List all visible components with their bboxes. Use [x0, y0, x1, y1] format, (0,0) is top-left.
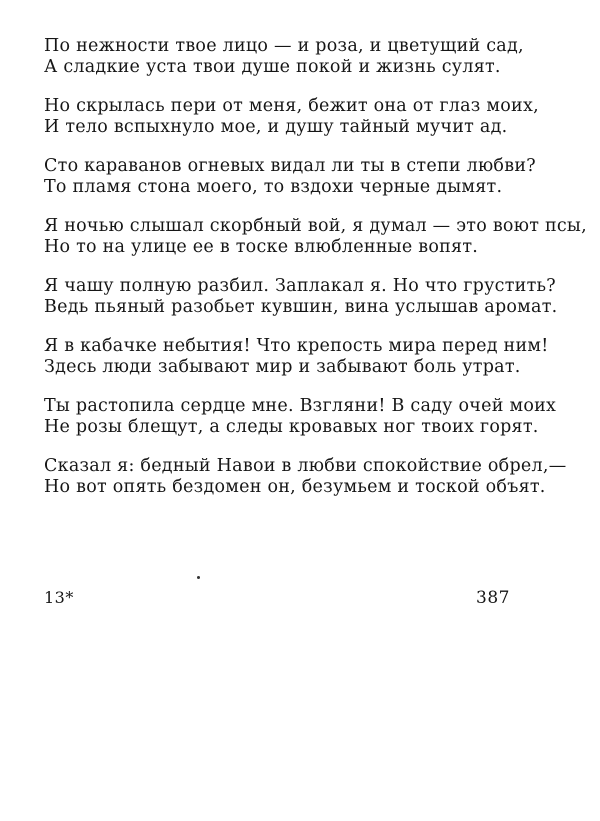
stanza	[44, 96, 564, 138]
stanza	[44, 456, 567, 498]
page-number: 387	[476, 588, 510, 608]
poem	[44, 36, 587, 516]
verse-line: Но то на улице ее в тоске влюбленные вопят.	[44, 237, 479, 257]
verse-line: Не розы блещут, а следы кровавых ног твоих горят.	[44, 417, 539, 437]
signature-mark: 13*	[44, 588, 74, 607]
verse-line: Я чашу полную разбил. Заплакал я. Но что грустить?	[44, 276, 556, 296]
verse-line: Здесь люди забывают мир и забывают боль утрат.	[44, 357, 521, 377]
verse-line: Я ночью слышал скорбный вой, я думал — это воют псы,	[44, 216, 587, 236]
verse-line: Но вот опять бездомен он, безумьем и тоской объят.	[44, 477, 546, 497]
verse-line: Ты растопила сердце мне. Взгляни! В саду очей моих	[44, 396, 557, 416]
verse-line: По нежности твое лицо — и роза, и цветущий сад,	[44, 36, 524, 56]
verse-line: Но скрылась пери от меня, бежит она от глаз моих,	[44, 96, 539, 116]
print-speck	[197, 576, 200, 579]
stanza	[44, 396, 564, 438]
stanza	[44, 156, 564, 198]
verse-line: Сто караванов огневых видал ли ты в степи любви?	[44, 156, 536, 176]
verse-line: То пламя стона моего, то вздохи черные дымят.	[44, 177, 503, 197]
stanza	[44, 36, 564, 78]
stanza	[44, 216, 587, 258]
verse-line: Ведь пьяный разобьет кувшин, вина услышав аромат.	[44, 297, 558, 317]
verse-line: Сказал я: бедный Навои в любви спокойствие обрел,—	[44, 456, 567, 476]
verse-line: И тело вспыхнуло мое, и душу тайный мучит ад.	[44, 117, 508, 137]
verse-line: Я в кабачке небытия! Что крепость мира перед ним!	[44, 336, 549, 356]
verse-line: А сладкие уста твои душе покой и жизнь сулят.	[44, 57, 501, 77]
stanza	[44, 336, 564, 378]
stanza	[44, 276, 564, 318]
